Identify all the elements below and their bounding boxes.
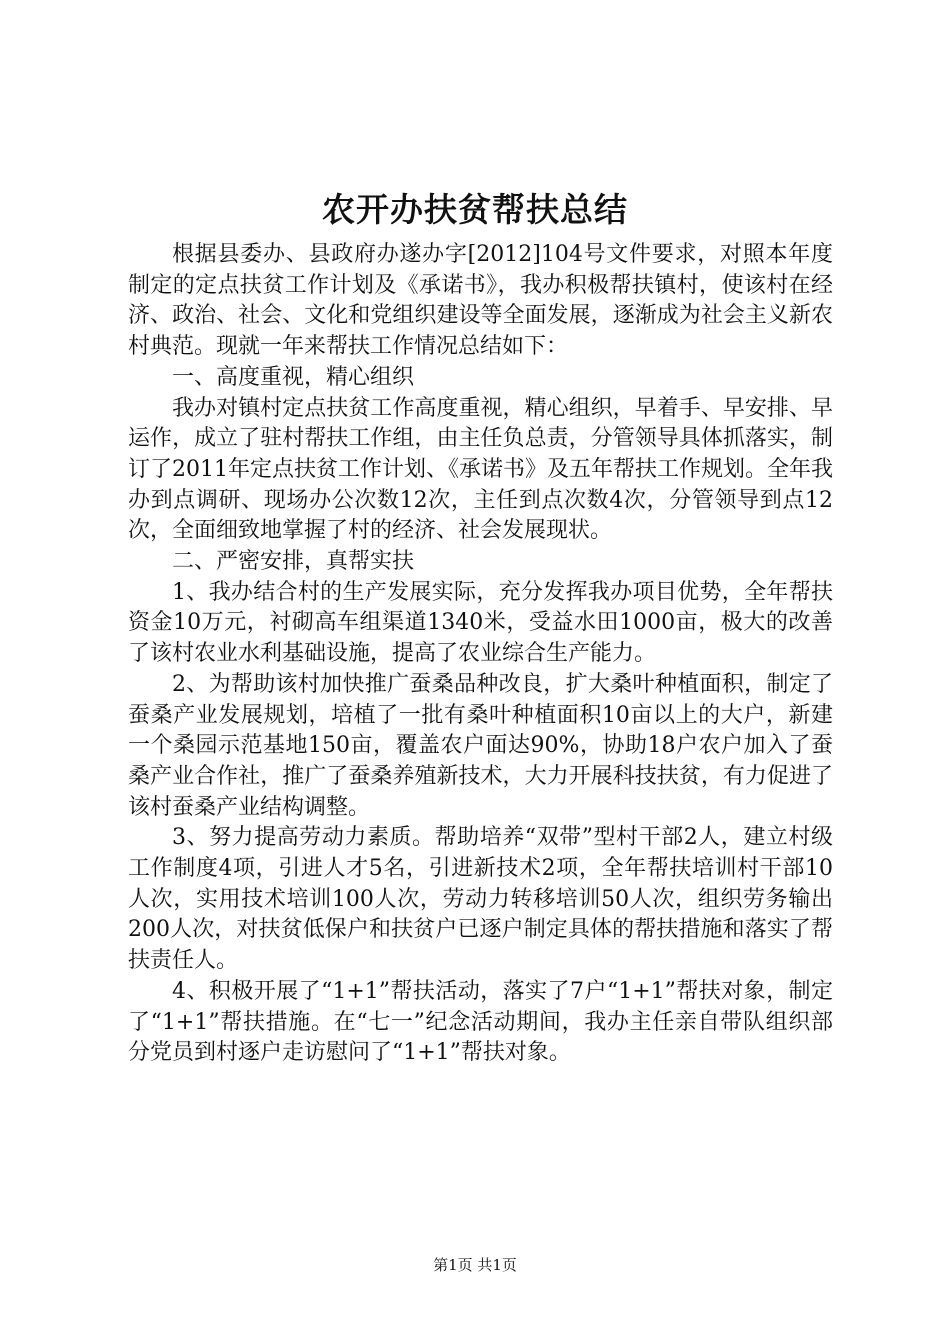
item-1-paragraph: 1、我办结合村的生产发展实际，充分发挥我办项目优势，全年帮扶资金10万元，衬砌高车组渠道1340米，受益水田1000亩，极大的改善了该村农业水利基础设施，提高了农业综合生产能力。 [128,579,833,667]
item-2-paragraph: 2、为帮助该村加快推广蚕桑品种改良，扩大桑叶种植面积，制定了蚕桑产业发展规划，培植了一批有桑叶种植面积10亩以上的大户，新建一个桑园示范基地150亩，覆盖农户面达90%，协助18户农户加入了蚕桑产业合作社，推广了蚕桑养殖新技术，大力开展科技扶贫，有力促进了该村蚕桑产业结构调整。 [128,671,833,820]
section-1-paragraph: 我办对镇村定点扶贫工作高度重视，精心组织，早着手、早安排、早运作，成立了驻村帮扶工作组，由主任负总责，分管领导具体抓落实，制订了2011年定点扶贫工作计划、《承诺书》及五年帮扶工作规划。全年我办到点调研、现场办公次数12次，主任到点次数4次，分管领导到点12次，全面细致地掌握了村的经济、社会发展现状。 [128,395,833,544]
section-heading-2: 二、严密安排，真帮实扶 [172,549,415,575]
document-title: 农开办扶贫帮扶总结 [322,190,628,229]
page-footer: 第1页 共1页 [433,1256,517,1274]
item-4-paragraph: 4、积极开展了“1+1”帮扶活动，落实了7户“1+1”帮扶对象，制定了“1+1”帮扶措施。在“七一”纪念活动期间，我办主任亲自带队组织部分党员到村逐户走访慰问了“1+1”帮扶对象。 [128,978,833,1066]
item-3-paragraph: 3、努力提高劳动力素质。帮助培养“双带”型村干部2人，建立村级工作制度4项，引进人才5名，引进新技术2项，全年帮扶培训村干部10人次，实用技术培训100人次，劳动力转移培训50人次，组织劳务输出200人次，对扶贫低保户和扶贫户已逐户制定具体的帮扶措施和落实了帮扶责任人。 [128,825,833,974]
document-body [128,240,833,1069]
intro-paragraph: 根据县委办、县政府办遂办字[2012]104号文件要求，对照本年度制定的定点扶贫工作计划及《承诺书》，我办积极帮扶镇村，使该村在经济、政治、社会、文化和党组织建设等全面发展，逐渐成为社会主义新农村典范。现就一年来帮扶工作情况总结如下： [128,242,833,360]
section-heading-1: 一、高度重视，精心组织 [172,364,415,390]
